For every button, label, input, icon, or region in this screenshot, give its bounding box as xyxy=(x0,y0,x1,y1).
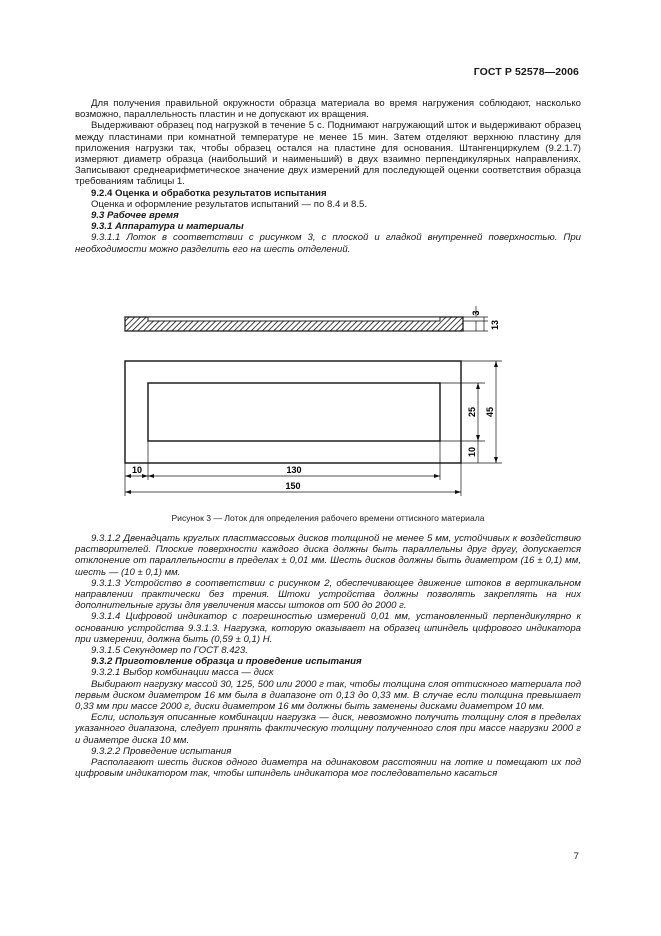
paragraph: 9.3.1 Аппаратура и материалы xyxy=(91,221,244,233)
figure-caption: Рисунок 3 — Лоток для определения рабочего времени оттискного материала xyxy=(171,513,485,523)
paragraph: 9.3.1.1 Лоток в соответствии с рисунком 3, с плоской и гладкой внутренней поверхностью. При необходимости можно разделить его на шесть отделений. xyxy=(75,232,581,255)
paragraph: 9.3 Рабочее время xyxy=(91,210,179,222)
page-number: 7 xyxy=(573,851,579,862)
paragraph: Для получения правильной окружности образца материала во время нагружения соблюдают, насколько возможно, параллельность пластин и не допускают их вращения. xyxy=(75,98,581,121)
dim-inner-height: 25 xyxy=(467,406,477,418)
paragraph: 9.3.1.3 Устройство в соответствии с рисунком 2, обеспечивающее движение штоков в вертикальном направлении практически без трения. Штоки устройства должны позволять закреплять на них дополнительные грузы для увеличения массы штоков от 500 до 2000 г. xyxy=(75,577,581,612)
document-header: ГОСТ Р 52578—2006 xyxy=(473,66,579,78)
text-block-top xyxy=(75,98,581,255)
dim-inner-width: 130 xyxy=(286,465,302,475)
tray-section-view xyxy=(125,306,500,331)
figure-3-tray-drawing xyxy=(110,296,510,502)
dim-left-wall: 10 xyxy=(131,465,143,475)
dim-section-height: 13 xyxy=(490,319,500,331)
text-block-bottom xyxy=(75,533,581,779)
paragraph: Если, используя описанные комбинации нагрузка — диск, невозможно получить толщину слоя в пределах указанного диапазона, следует принять фактическую толщину полученного слоя при массе нагрузки 2000 г и диаметре диска 10 мм. xyxy=(75,712,581,746)
paragraph: 9.3.2 Приготовление образца и проведение испытания xyxy=(91,656,362,668)
paragraph: 9.3.1.2 Двенадцать круглых пластмассовых дисков толщиной не менее 5 мм, устойчивых к воздействию растворителей. Плоские поверхности каждого диска должны быть параллельны друг другу, допускается отклонение от параллельности в пределах ± 0,01 мм. Шесть дисков должны быть диаметром (16 ± 0,1) мм, шесть — (10 ± 0,1) мм. xyxy=(75,533,581,578)
paragraph: 9.3.2.2 Проведение испытания xyxy=(91,745,232,757)
paragraph: 9.3.1.5 Секундомер по ГОСТ 8.423. xyxy=(91,645,248,657)
dim-outer-width: 150 xyxy=(285,481,301,491)
paragraph: Располагают шесть дисков одного диаметра на одинаковом расстоянии на лотке и помещают их под цифровым индикатором так, чтобы шпиндель индикатора мог последовательно касаться xyxy=(75,757,581,780)
paragraph: 9.2.4 Оценка и обработка результатов испытания xyxy=(91,187,327,199)
paragraph: 9.3.2.1 Выбор комбинации масса — диск xyxy=(91,667,274,679)
tray-plan-view xyxy=(125,361,502,496)
paragraph: Выдерживают образец под нагрузкой в течение 5 с. Поднимают нагружающий шток и выдерживают образец между пластинами при комнатной температуре не менее 15 мин. Затем отделяют верхнюю пластину для приложения нагрузки так, чтобы образец остался на пластине для основания. Штангенциркулем (9.2.1.7) измеряют диаметр образца (наибольший и наименьший) в двух взаимно перпендикулярных направлениях. Записывают среднеарифметическое значение двух измерений для последующей оценки соответствия образца требованиям таблицы 1. xyxy=(75,120,581,188)
paragraph: Оценка и оформление результатов испытаний — по 8.4 и 8.5. xyxy=(91,198,368,210)
dim-outer-height: 45 xyxy=(485,406,495,418)
dim-top-thickness: 3 xyxy=(471,310,481,316)
dim-bottom-gap: 10 xyxy=(467,446,477,458)
paragraph: 9.3.1.4 Цифровой индикатор с погрешностью измерений 0,01 мм, установленный перпендикулярно к основанию устройства 9.3.1.3. Нагрузка, которую оказывает на образец шпиндель цифрового индикатора при измерении, должна быть (0,59 ± 0,1) Н. xyxy=(75,611,581,645)
paragraph: Выбирают нагрузку массой 30, 125, 500 или 2000 г так, чтобы толщина слоя оттискного материала под первым диском диаметром 16 мм была в диапазоне от 0,13 до 0,33 мм. В случае если толщина превышает 0,33 мм при массе 2000 г, диски диаметром 16 мм должны быть заменены дисками диаметром 10 мм. xyxy=(75,678,581,713)
